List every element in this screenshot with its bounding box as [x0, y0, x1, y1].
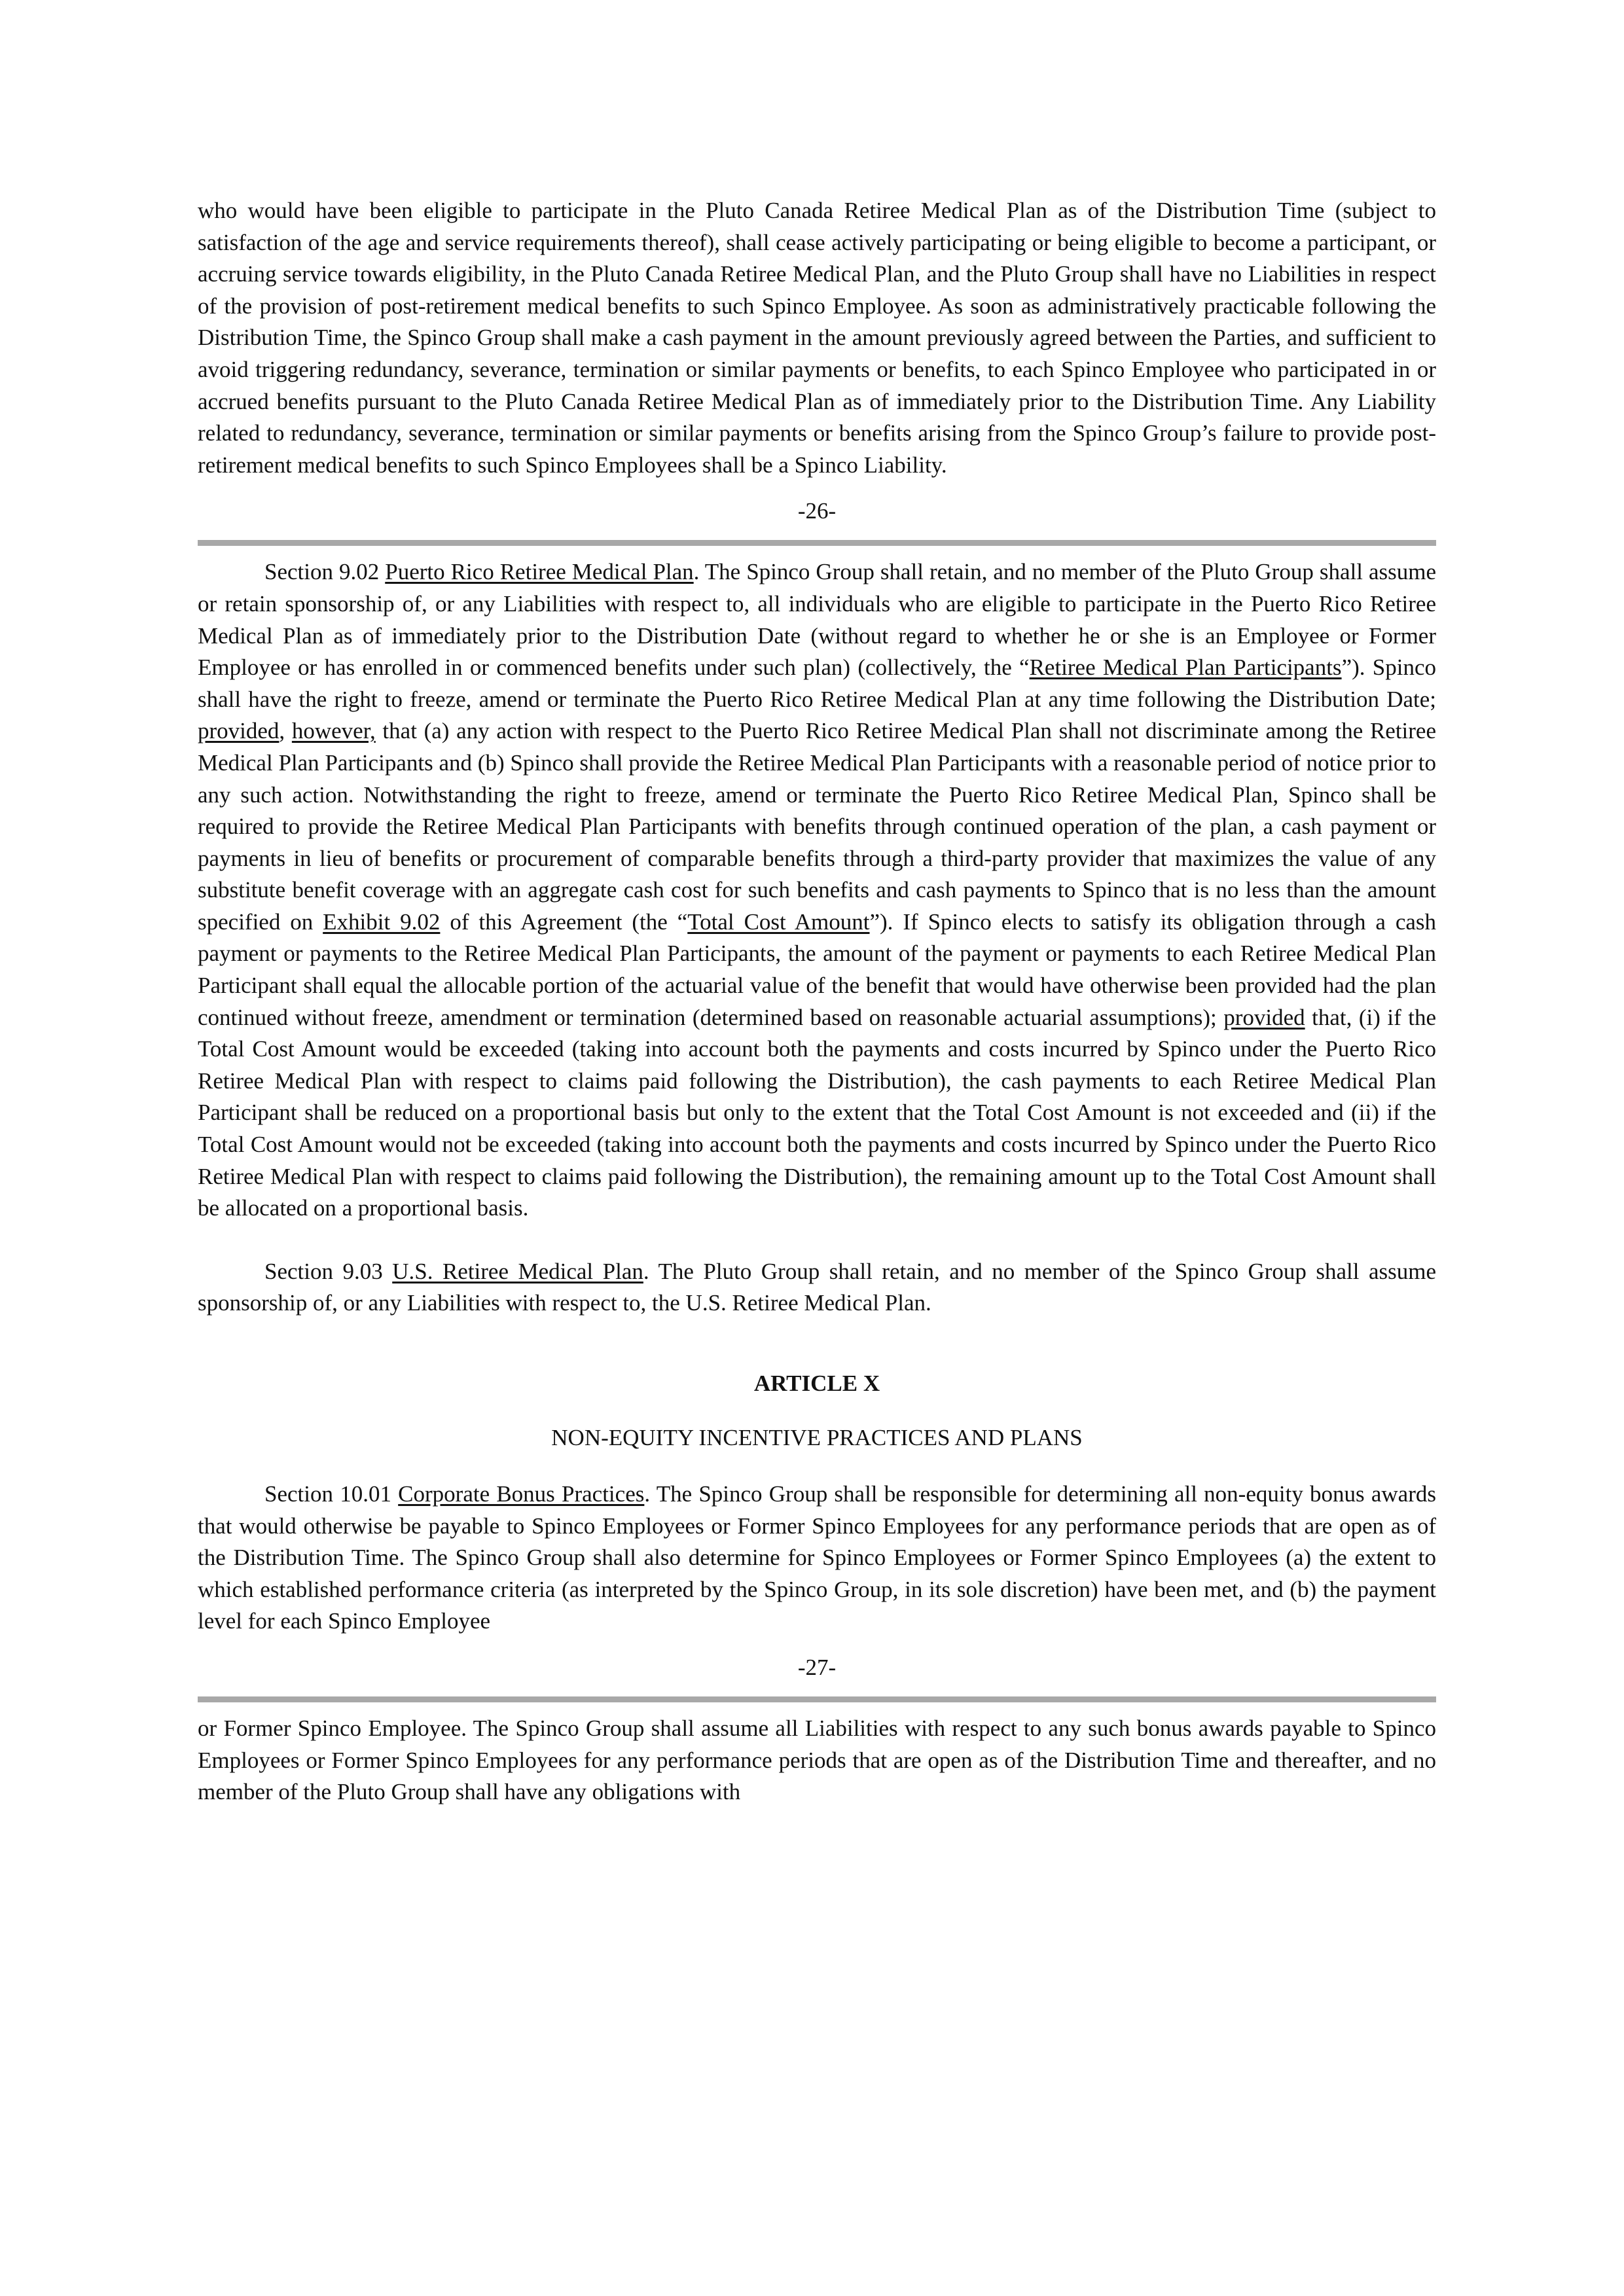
section-9-03-paragraph: Section 9.03 U.S. Retiree Medical Plan. The Pluto Group shall retain, and no member of the Spinco Group shall assume sponsorship of, or any Liabilities with respect to, the U.S. Retiree Medical Plan. — [198, 1258, 1436, 1316]
page-number-26: -26- — [797, 498, 837, 524]
paragraph-page26-continuation: who would have been eligible to participate in the Pluto Canada Retiree Medical Plan as of the Distribution Time (subject to satisfaction of the age and service requirements thereof), shall cease actively participating or being eligible to become a participant, or accruing service towards eligibility, in the Pluto Canada Retiree Medical Plan, and the Pluto Group shall have no Liabilities in respect of the provision of post-retirement medical benefits to such Spinco Employee. As soon as administratively practicable following the Distribution Time, the Spinco Group shall make a cash payment in the amount previously agreed between the Parties, and sufficient to avoid triggering redundancy, severance, termination or similar payments or benefits, to each Spinco Employee who participated in or accrued benefits pursuant to the Pluto Canada Retiree Medical Plan as of immediately prior to the Distribution Time. Any Liability related to redundancy, severance, termination or similar payments or benefits arising from the Spinco Group’s failure to provide post-retirement medical benefits to such Spinco Employees shall be a Spinco Liability. — [198, 198, 1436, 478]
section-9-03-number: Section 9.03 — [264, 1258, 393, 1284]
however-term: however, — [291, 718, 376, 744]
section-9-02-paragraph: Section 9.02 Puerto Rico Retiree Medical Plan. The Spinco Group shall retain, and no member of the Pluto Group shall assume or retain sponsorship of, or any Liabilities with respect to, all individuals who are eligible to participate in the Puerto Rico Retiree Medical Plan as of immediately prior to the Distribution Date (without regard to whether he or she is an Employee or Former Employee or has enrolled in or commenced benefits under such plan) (collectively, the “Retiree Medical Plan Participants”). Spinco shall have the right to freeze, amend or terminate the Puerto Rico Retiree Medical Plan at any time following the Distribution Date; provided, however, that (a) any action with respect to the Puerto Rico Retiree Medical Plan shall not discriminate among the Retiree Medical Plan Participants and (b) Spinco shall provide the Retiree Medical Plan Participants with a reasonable period of notice prior to any such action. Notwithstanding the right to freeze, amend or terminate the Puerto Rico Retiree Medical Plan, Spinco shall be required to provide the Retiree Medical Plan Participants with benefits through continued operation of the plan, a cash payment or payments in lieu of benefits or procurement of comparable benefits through a third-party provider that maximizes the value of any substitute benefit coverage with an aggregate cash cost for such benefits and cash payments to Spinco that is no less than the amount specified on Exhibit 9.02 of this Agreement (the “Total Cost Amount”). If Spinco elects to satisfy its obligation through a cash payment or payments to the Retiree Medical Plan Participants, the amount of the payment or payments to each Retiree Medical Plan Participant shall equal the allocable portion of the actuarial value of the benefit that would have otherwise been provided had the plan continued without freeze, amendment or termination (determined based on reasonable actuarial assumptions); provided that, (i) if the Total Cost Amount would be exceeded (taking into account both the payments and costs incurred by Spinco under the Puerto Rico Retiree Medical Plan with respect to claims paid following the Distribution), the cash payments to each Retiree Medical Plan Participant shall be reduced on a proportional basis but only to the extent that the Total Cost Amount is not exceeded and (ii) if the Total Cost Amount would not be exceeded (taking into account both the payments and costs incurred by Spinco under the Puerto Rico Retiree Medical Plan with respect to claims paid following the Distribution), the remaining amount up to the Total Cost Amount shall be allocated on a proportional basis. — [198, 559, 1437, 1221]
section-10-01-number: Section 10.01 — [264, 1481, 399, 1507]
section-9-02-title: Puerto Rico Retiree Medical Plan — [385, 559, 694, 585]
paragraph-page28-start: or Former Spinco Employee. The Spinco Group shall assume all Liabilities with respect to any such bonus awards payable to Spinco Employees or Former Spinco Employees for any performance periods that are open as of the Distribution Time and thereafter, and no member of the Pluto Group shall have any obligations with — [198, 1715, 1436, 1805]
page-break-rule-2 — [198, 1696, 1436, 1702]
section-9-02-number: Section 9.02 — [264, 559, 386, 585]
section-10-01-title: Corporate Bonus Practices — [398, 1481, 645, 1507]
document-body — [198, 195, 1436, 1808]
defined-term-retiree-medical-plan-participants: Retiree Medical Plan Participants — [1029, 655, 1342, 681]
provided-term-2: provided — [1223, 1004, 1305, 1030]
section-9-03-title: U.S. Retiree Medical Plan — [392, 1258, 643, 1284]
article-subheading: NON-EQUITY INCENTIVE PRACTICES AND PLANS — [551, 1425, 1083, 1450]
page-break-rule — [198, 540, 1436, 546]
article-heading: ARTICLE X — [753, 1371, 880, 1396]
provided-term: provided — [198, 718, 280, 744]
page-number-27: -27- — [797, 1654, 837, 1680]
section-10-01-paragraph: Section 10.01 Corporate Bonus Practices. The Spinco Group shall be responsible for determining all non-equity bonus awards that would otherwise be payable to Spinco Employees or Former Spinco Employees for any performance periods that are open as of the Distribution Time. The Spinco Group shall also determine for Spinco Employees or Former Spinco Employees (a) the extent to which established performance criteria (as interpreted by the Spinco Group, in its sole discretion) have been met, and (b) the payment level for each Spinco Employee — [198, 1481, 1436, 1634]
defined-term-total-cost-amount: Total Cost Amount — [687, 908, 870, 935]
exhibit-9-02-reference: Exhibit 9.02 — [323, 908, 441, 935]
